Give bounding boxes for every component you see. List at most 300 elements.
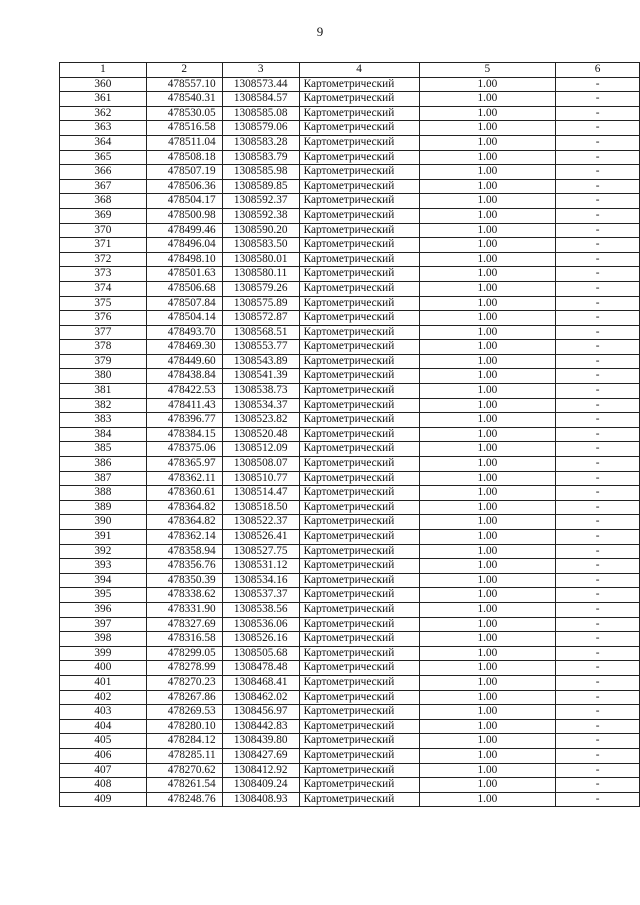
cell-x-coordinate: 478540.31 [146, 92, 222, 107]
cell-y-coordinate: 1308512.09 [222, 442, 299, 457]
cell-y-coordinate: 1308589.85 [222, 179, 299, 194]
table-row [60, 748, 640, 763]
cell-note: - [556, 106, 640, 121]
cell-point-number: 386 [60, 457, 147, 472]
cell-x-coordinate: 478508.18 [146, 150, 222, 165]
cell-accuracy: 1.00 [419, 705, 556, 720]
cell-x-coordinate: 478362.14 [146, 530, 222, 545]
cell-y-coordinate: 1308514.47 [222, 486, 299, 501]
cell-accuracy: 1.00 [419, 734, 556, 749]
cell-x-coordinate: 478438.84 [146, 369, 222, 384]
cell-note: - [556, 121, 640, 136]
cell-accuracy: 1.00 [419, 398, 556, 413]
cell-point-number: 388 [60, 486, 147, 501]
cell-accuracy: 1.00 [419, 602, 556, 617]
cell-note: - [556, 281, 640, 296]
cell-x-coordinate: 478500.98 [146, 208, 222, 223]
cell-accuracy: 1.00 [419, 763, 556, 778]
table-row [60, 340, 640, 355]
cell-method: Картометрический [299, 515, 419, 530]
cell-point-number: 395 [60, 588, 147, 603]
cell-method: Картометрический [299, 238, 419, 253]
cell-method: Картометрический [299, 296, 419, 311]
cell-point-number: 399 [60, 646, 147, 661]
cell-y-coordinate: 1308543.89 [222, 354, 299, 369]
cell-method: Картометрический [299, 92, 419, 107]
table-row [60, 632, 640, 647]
cell-method: Картометрический [299, 121, 419, 136]
cell-point-number: 382 [60, 398, 147, 413]
cell-y-coordinate: 1308526.16 [222, 632, 299, 647]
cell-method: Картометрический [299, 632, 419, 647]
cell-note: - [556, 675, 640, 690]
cell-y-coordinate: 1308534.16 [222, 573, 299, 588]
cell-x-coordinate: 478338.62 [146, 588, 222, 603]
cell-accuracy: 1.00 [419, 515, 556, 530]
cell-x-coordinate: 478285.11 [146, 748, 222, 763]
cell-y-coordinate: 1308522.37 [222, 515, 299, 530]
cell-x-coordinate: 478507.84 [146, 296, 222, 311]
cell-note: - [556, 267, 640, 282]
cell-point-number: 392 [60, 544, 147, 559]
cell-method: Картометрический [299, 661, 419, 676]
cell-accuracy: 1.00 [419, 573, 556, 588]
cell-accuracy: 1.00 [419, 340, 556, 355]
cell-x-coordinate: 478358.94 [146, 544, 222, 559]
cell-point-number: 401 [60, 675, 147, 690]
cell-accuracy: 1.00 [419, 179, 556, 194]
cell-point-number: 373 [60, 267, 147, 282]
cell-accuracy: 1.00 [419, 471, 556, 486]
table-row [60, 208, 640, 223]
cell-y-coordinate: 1308585.08 [222, 106, 299, 121]
table-row [60, 369, 640, 384]
cell-point-number: 384 [60, 427, 147, 442]
cell-accuracy: 1.00 [419, 296, 556, 311]
cell-x-coordinate: 478360.61 [146, 486, 222, 501]
cell-y-coordinate: 1308583.50 [222, 238, 299, 253]
cell-method: Картометрический [299, 354, 419, 369]
cell-note: - [556, 559, 640, 574]
cell-note: - [556, 311, 640, 326]
cell-x-coordinate: 478284.12 [146, 734, 222, 749]
cell-x-coordinate: 478350.39 [146, 573, 222, 588]
cell-accuracy: 1.00 [419, 384, 556, 399]
cell-x-coordinate: 478449.60 [146, 354, 222, 369]
cell-point-number: 406 [60, 748, 147, 763]
cell-y-coordinate: 1308505.68 [222, 646, 299, 661]
cell-y-coordinate: 1308409.24 [222, 778, 299, 793]
cell-y-coordinate: 1308579.06 [222, 121, 299, 136]
table-row [60, 617, 640, 632]
table-row [60, 588, 640, 603]
cell-point-number: 393 [60, 559, 147, 574]
cell-note: - [556, 705, 640, 720]
cell-method: Картометрический [299, 311, 419, 326]
cell-point-number: 365 [60, 150, 147, 165]
cell-point-number: 408 [60, 778, 147, 793]
cell-y-coordinate: 1308510.77 [222, 471, 299, 486]
table-row [60, 719, 640, 734]
cell-point-number: 394 [60, 573, 147, 588]
cell-accuracy: 1.00 [419, 792, 556, 807]
cell-point-number: 371 [60, 238, 147, 253]
cell-x-coordinate: 478422.53 [146, 384, 222, 399]
cell-x-coordinate: 478384.15 [146, 427, 222, 442]
cell-method: Картометрический [299, 675, 419, 690]
cell-y-coordinate: 1308583.28 [222, 135, 299, 150]
cell-note: - [556, 646, 640, 661]
cell-method: Картометрический [299, 690, 419, 705]
cell-point-number: 361 [60, 92, 147, 107]
cell-accuracy: 1.00 [419, 748, 556, 763]
cell-method: Картометрический [299, 544, 419, 559]
cell-y-coordinate: 1308538.56 [222, 602, 299, 617]
cell-method: Картометрический [299, 281, 419, 296]
cell-y-coordinate: 1308579.26 [222, 281, 299, 296]
cell-accuracy: 1.00 [419, 442, 556, 457]
cell-note: - [556, 748, 640, 763]
cell-point-number: 367 [60, 179, 147, 194]
cell-x-coordinate: 478516.58 [146, 121, 222, 136]
cell-note: - [556, 296, 640, 311]
cell-method: Картометрический [299, 325, 419, 340]
table-row [60, 179, 640, 194]
table-row [60, 150, 640, 165]
cell-note: - [556, 165, 640, 180]
table-row [60, 486, 640, 501]
cell-note: - [556, 150, 640, 165]
cell-x-coordinate: 478364.82 [146, 515, 222, 530]
cell-x-coordinate: 478504.14 [146, 311, 222, 326]
table-row [60, 778, 640, 793]
table-row [60, 559, 640, 574]
cell-point-number: 400 [60, 661, 147, 676]
cell-x-coordinate: 478270.23 [146, 675, 222, 690]
cell-x-coordinate: 478278.99 [146, 661, 222, 676]
cell-y-coordinate: 1308412.92 [222, 763, 299, 778]
cell-x-coordinate: 478557.10 [146, 77, 222, 92]
cell-note: - [556, 763, 640, 778]
table-row [60, 442, 640, 457]
table-row [60, 471, 640, 486]
cell-y-coordinate: 1308408.93 [222, 792, 299, 807]
cell-accuracy: 1.00 [419, 238, 556, 253]
cell-point-number: 403 [60, 705, 147, 720]
cell-accuracy: 1.00 [419, 778, 556, 793]
table-row [60, 690, 640, 705]
cell-y-coordinate: 1308584.57 [222, 92, 299, 107]
cell-accuracy: 1.00 [419, 632, 556, 647]
cell-note: - [556, 223, 640, 238]
cell-method: Картометрический [299, 384, 419, 399]
table-row [60, 165, 640, 180]
cell-note: - [556, 471, 640, 486]
cell-x-coordinate: 478375.06 [146, 442, 222, 457]
cell-note: - [556, 413, 640, 428]
cell-accuracy: 1.00 [419, 646, 556, 661]
cell-y-coordinate: 1308508.07 [222, 457, 299, 472]
cell-x-coordinate: 478496.04 [146, 238, 222, 253]
cell-method: Картометрический [299, 208, 419, 223]
cell-note: - [556, 602, 640, 617]
cell-note: - [556, 92, 640, 107]
cell-accuracy: 1.00 [419, 559, 556, 574]
table-row [60, 413, 640, 428]
cell-point-number: 380 [60, 369, 147, 384]
cell-x-coordinate: 478280.10 [146, 719, 222, 734]
cell-note: - [556, 340, 640, 355]
cell-accuracy: 1.00 [419, 150, 556, 165]
cell-method: Картометрический [299, 763, 419, 778]
cell-accuracy: 1.00 [419, 675, 556, 690]
cell-y-coordinate: 1308456.97 [222, 705, 299, 720]
table-row [60, 705, 640, 720]
table-row [60, 602, 640, 617]
cell-x-coordinate: 478356.76 [146, 559, 222, 574]
cell-accuracy: 1.00 [419, 661, 556, 676]
cell-y-coordinate: 1308526.41 [222, 530, 299, 545]
table-row [60, 106, 640, 121]
cell-point-number: 407 [60, 763, 147, 778]
cell-method: Картометрический [299, 369, 419, 384]
table-row [60, 267, 640, 282]
cell-method: Картометрический [299, 748, 419, 763]
cell-y-coordinate: 1308427.69 [222, 748, 299, 763]
table-row [60, 238, 640, 253]
cell-point-number: 366 [60, 165, 147, 180]
cell-point-number: 383 [60, 413, 147, 428]
column-header-3: 3 [222, 63, 299, 78]
cell-point-number: 376 [60, 311, 147, 326]
cell-accuracy: 1.00 [419, 486, 556, 501]
cell-point-number: 377 [60, 325, 147, 340]
table-row [60, 734, 640, 749]
cell-y-coordinate: 1308468.41 [222, 675, 299, 690]
table-row [60, 384, 640, 399]
cell-accuracy: 1.00 [419, 223, 556, 238]
cell-note: - [556, 588, 640, 603]
cell-y-coordinate: 1308518.50 [222, 500, 299, 515]
table-row [60, 77, 640, 92]
cell-y-coordinate: 1308590.20 [222, 223, 299, 238]
cell-method: Картометрический [299, 106, 419, 121]
cell-note: - [556, 778, 640, 793]
cell-point-number: 362 [60, 106, 147, 121]
table-row [60, 223, 640, 238]
cell-point-number: 396 [60, 602, 147, 617]
cell-y-coordinate: 1308541.39 [222, 369, 299, 384]
cell-accuracy: 1.00 [419, 208, 556, 223]
cell-x-coordinate: 478365.97 [146, 457, 222, 472]
cell-y-coordinate: 1308534.37 [222, 398, 299, 413]
cell-note: - [556, 500, 640, 515]
cell-note: - [556, 442, 640, 457]
cell-method: Картометрический [299, 559, 419, 574]
cell-accuracy: 1.00 [419, 267, 556, 282]
cell-note: - [556, 208, 640, 223]
cell-point-number: 390 [60, 515, 147, 530]
cell-accuracy: 1.00 [419, 500, 556, 515]
cell-note: - [556, 632, 640, 647]
cell-method: Картометрический [299, 646, 419, 661]
cell-note: - [556, 135, 640, 150]
cell-note: - [556, 486, 640, 501]
cell-point-number: 372 [60, 252, 147, 267]
table-row [60, 194, 640, 209]
cell-x-coordinate: 478498.10 [146, 252, 222, 267]
cell-x-coordinate: 478248.76 [146, 792, 222, 807]
cell-x-coordinate: 478362.11 [146, 471, 222, 486]
cell-accuracy: 1.00 [419, 106, 556, 121]
cell-accuracy: 1.00 [419, 252, 556, 267]
cell-point-number: 369 [60, 208, 147, 223]
table-row [60, 121, 640, 136]
table-row [60, 457, 640, 472]
cell-method: Картометрический [299, 442, 419, 457]
table-row [60, 281, 640, 296]
column-header-5: 5 [419, 63, 556, 78]
cell-y-coordinate: 1308592.37 [222, 194, 299, 209]
cell-point-number: 379 [60, 354, 147, 369]
cell-x-coordinate: 478511.04 [146, 135, 222, 150]
cell-note: - [556, 369, 640, 384]
table-row [60, 311, 640, 326]
cell-x-coordinate: 478331.90 [146, 602, 222, 617]
cell-method: Картометрический [299, 135, 419, 150]
cell-point-number: 374 [60, 281, 147, 296]
cell-method: Картометрический [299, 77, 419, 92]
cell-x-coordinate: 478270.62 [146, 763, 222, 778]
cell-y-coordinate: 1308580.11 [222, 267, 299, 282]
cell-point-number: 368 [60, 194, 147, 209]
cell-accuracy: 1.00 [419, 617, 556, 632]
column-header-2: 2 [146, 63, 222, 78]
cell-note: - [556, 573, 640, 588]
table-row [60, 296, 640, 311]
cell-y-coordinate: 1308523.82 [222, 413, 299, 428]
cell-x-coordinate: 478261.54 [146, 778, 222, 793]
cell-y-coordinate: 1308478.48 [222, 661, 299, 676]
cell-point-number: 387 [60, 471, 147, 486]
cell-method: Картометрический [299, 617, 419, 632]
cell-accuracy: 1.00 [419, 530, 556, 545]
cell-accuracy: 1.00 [419, 588, 556, 603]
cell-y-coordinate: 1308536.06 [222, 617, 299, 632]
column-header-6: 6 [556, 63, 640, 78]
cell-method: Картометрический [299, 398, 419, 413]
table-row [60, 573, 640, 588]
cell-y-coordinate: 1308572.87 [222, 311, 299, 326]
table-header-row [60, 63, 640, 78]
cell-y-coordinate: 1308573.44 [222, 77, 299, 92]
cell-method: Картометрический [299, 530, 419, 545]
cell-point-number: 360 [60, 77, 147, 92]
cell-x-coordinate: 478267.86 [146, 690, 222, 705]
cell-note: - [556, 252, 640, 267]
cell-accuracy: 1.00 [419, 92, 556, 107]
cell-method: Картометрический [299, 413, 419, 428]
cell-x-coordinate: 478499.46 [146, 223, 222, 238]
cell-method: Картометрический [299, 588, 419, 603]
cell-note: - [556, 734, 640, 749]
cell-method: Картометрический [299, 427, 419, 442]
cell-method: Картометрический [299, 179, 419, 194]
cell-accuracy: 1.00 [419, 165, 556, 180]
cell-method: Картометрический [299, 150, 419, 165]
cell-point-number: 405 [60, 734, 147, 749]
cell-y-coordinate: 1308462.02 [222, 690, 299, 705]
cell-x-coordinate: 478269.53 [146, 705, 222, 720]
cell-y-coordinate: 1308442.83 [222, 719, 299, 734]
cell-x-coordinate: 478504.17 [146, 194, 222, 209]
table-row [60, 544, 640, 559]
cell-y-coordinate: 1308585.98 [222, 165, 299, 180]
cell-note: - [556, 617, 640, 632]
cell-x-coordinate: 478506.36 [146, 179, 222, 194]
cell-y-coordinate: 1308538.73 [222, 384, 299, 399]
table-row [60, 398, 640, 413]
cell-y-coordinate: 1308592.38 [222, 208, 299, 223]
cell-method: Картометрический [299, 573, 419, 588]
table-row [60, 530, 640, 545]
cell-y-coordinate: 1308531.12 [222, 559, 299, 574]
table-row [60, 515, 640, 530]
cell-x-coordinate: 478364.82 [146, 500, 222, 515]
cell-accuracy: 1.00 [419, 135, 556, 150]
cell-method: Картометрический [299, 486, 419, 501]
cell-accuracy: 1.00 [419, 77, 556, 92]
cell-note: - [556, 179, 640, 194]
cell-accuracy: 1.00 [419, 544, 556, 559]
coordinates-table [59, 62, 640, 807]
cell-y-coordinate: 1308527.75 [222, 544, 299, 559]
cell-method: Картометрический [299, 267, 419, 282]
table-row [60, 92, 640, 107]
cell-accuracy: 1.00 [419, 194, 556, 209]
cell-method: Картометрический [299, 602, 419, 617]
cell-method: Картометрический [299, 500, 419, 515]
cell-x-coordinate: 478501.63 [146, 267, 222, 282]
page-number: 9 [316, 24, 324, 39]
cell-point-number: 381 [60, 384, 147, 399]
cell-point-number: 378 [60, 340, 147, 355]
cell-note: - [556, 238, 640, 253]
table-row [60, 646, 640, 661]
cell-y-coordinate: 1308575.89 [222, 296, 299, 311]
cell-method: Картометрический [299, 223, 419, 238]
cell-accuracy: 1.00 [419, 413, 556, 428]
cell-accuracy: 1.00 [419, 311, 556, 326]
cell-x-coordinate: 478469.30 [146, 340, 222, 355]
cell-note: - [556, 792, 640, 807]
cell-method: Картометрический [299, 194, 419, 209]
table-row [60, 675, 640, 690]
column-header-4: 4 [299, 63, 419, 78]
table-row [60, 354, 640, 369]
cell-point-number: 389 [60, 500, 147, 515]
cell-point-number: 375 [60, 296, 147, 311]
table-row [60, 661, 640, 676]
cell-method: Картометрический [299, 471, 419, 486]
cell-note: - [556, 398, 640, 413]
cell-point-number: 397 [60, 617, 147, 632]
cell-y-coordinate: 1308553.77 [222, 340, 299, 355]
cell-x-coordinate: 478507.19 [146, 165, 222, 180]
cell-method: Картометрический [299, 734, 419, 749]
cell-x-coordinate: 478493.70 [146, 325, 222, 340]
cell-note: - [556, 661, 640, 676]
